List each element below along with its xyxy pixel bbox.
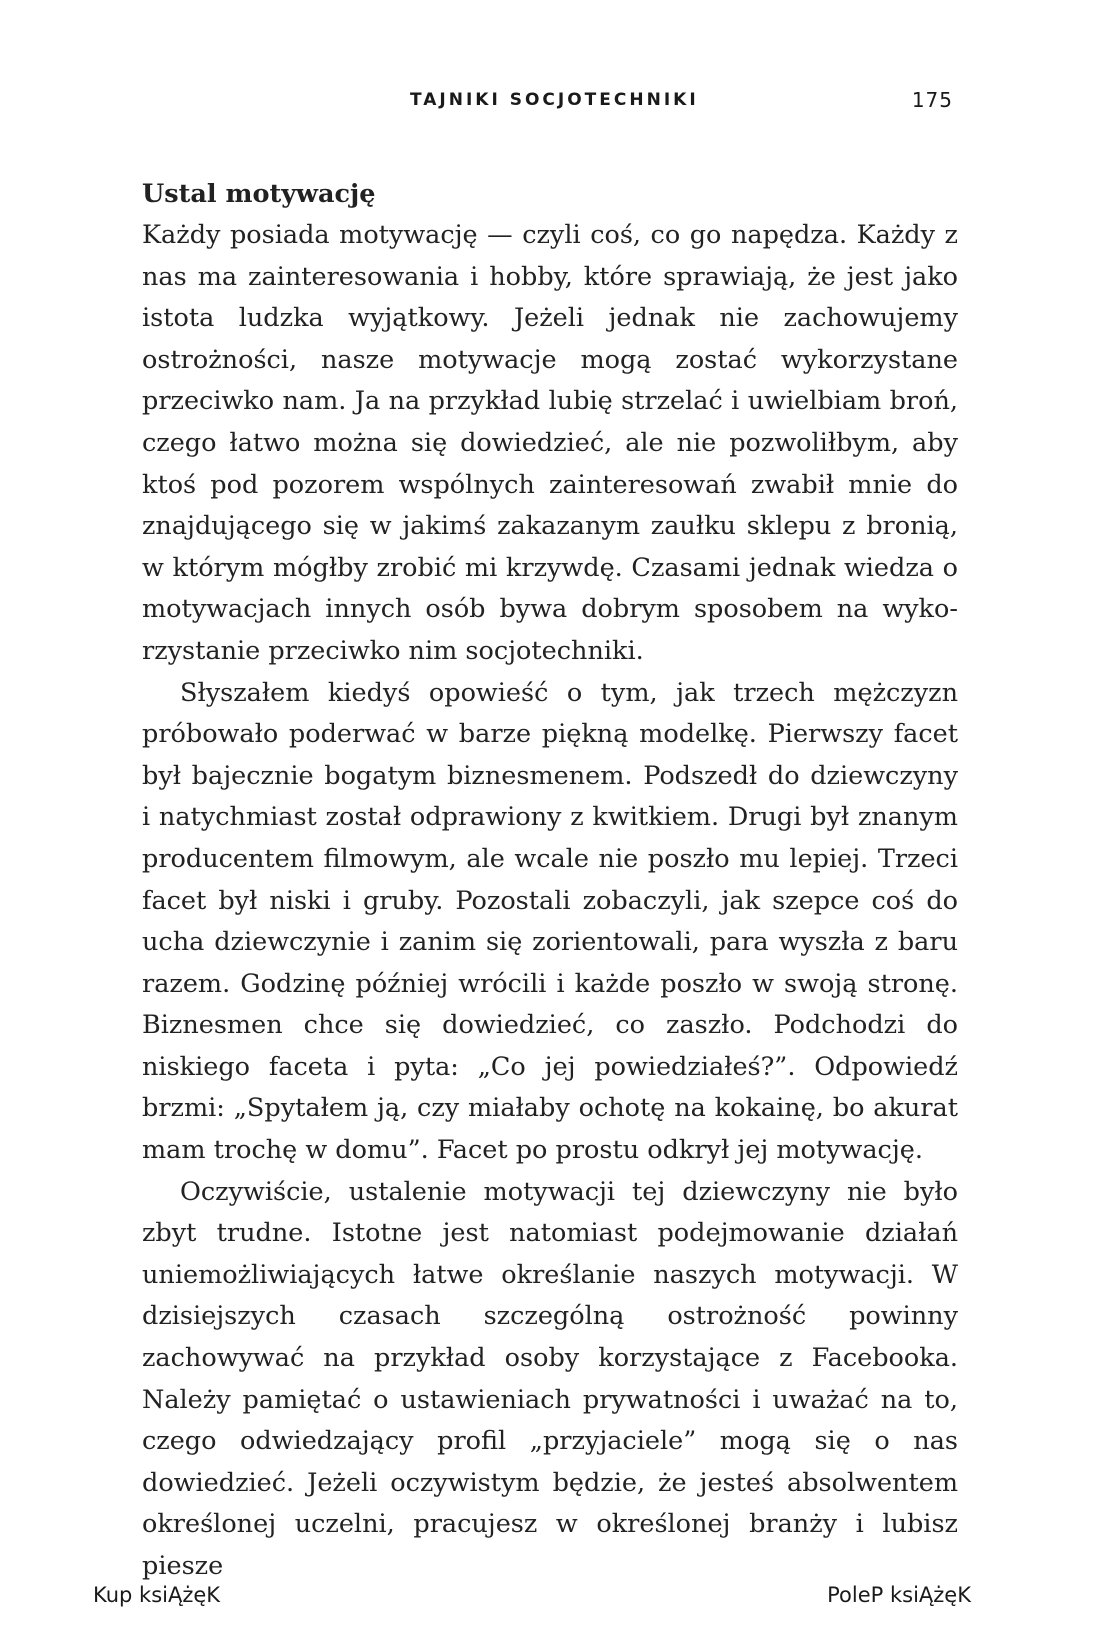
- paragraph-3: Oczywiście, ustalenie motywacji tej dziewczyny nie było zbyt trudne. Istotne jest natomiast podejmowanie działań uniemożliwiających łatwe określanie naszych motywacji. W dzisiejszych czasach szczególną ostrożność powinny zachowywać na przykład osoby korzystające z Facebooka. Należy pamiętać o ustawieniach prywatności i uważać na to, czego odwiedzający profil „przyjaciele” mogą się o nas dowiedzieć. Jeżeli oczywistym będzie, że jesteś absolwentem określonej uczelni, pracujesz w określonej branży i lubisz piesze: [142, 1176, 958, 1581]
- buy-book-link[interactable]: Kup ksiĄżęK: [93, 1583, 221, 1607]
- paragraph-1: Każdy posiada motywację — czyli coś, co go napędza. Każdy z nas ma zainteresowania i hobby, które sprawiają, że jest jako istota ludzka wyjątkowy. Jeżeli jednak nie zachowujemy ostrożności, nasze motywacje mogą zostać wykorzystane przeciwko nam. Ja na przykład lubię strzelać i uwielbiam broń, czego łatwo można się dowiedzieć, ale nie pozwoliłbym, aby ktoś pod pozorem wspólnych zainteresowań zwabił mnie do znajdującego się w jakimś zakazanym zaułku sklepu z bronią, w którym mógłby zrobić mi krzywdę. Czasami jednak wiedza o motywacjach innych osób bywa dobrym sposobem na wykorzystanie przeciwko nim socjotechniki.: [142, 220, 958, 666]
- recommend-book-link[interactable]: PoleP ksiĄżęK: [827, 1583, 971, 1607]
- page-body: [142, 175, 958, 1588]
- section-heading: Ustal motywację: [142, 179, 376, 209]
- paragraph-2: Słyszałem kiedyś opowieść o tym, jak trzech mężczyzn próbowało poderwać w barze piękną modelkę. Pierwszy facet był bajecznie bogatym biznesmenem. Podszedł do dziewczyny i natychmiast został odprawiony z kwitkiem. Drugi był znanym producentem filmowym, ale wcale nie poszło mu lepiej. Trzeci facet był niski i gruby. Pozostali zobaczyli, jak szepce coś do ucha dziewczynie i zanim się zorientowali, para wyszła z baru razem. Godzinę później wrócili i każde poszło w swoją stronę. Biznesmen chce się dowiedzieć, co zaszło. Podchodzi do niskiego faceta i pyta: „Co jej powiedziałeś?”. Odpowiedź brzmi: „Spytałem ją, czy miałaby ochotę na kokainę, bo akurat mam trochę w domu”. Facet po prostu odkrył jej motywację.: [142, 677, 958, 1166]
- page-number: 175: [911, 88, 953, 112]
- running-title: TAJNIKI SOCJOTECHNIKI: [410, 90, 699, 110]
